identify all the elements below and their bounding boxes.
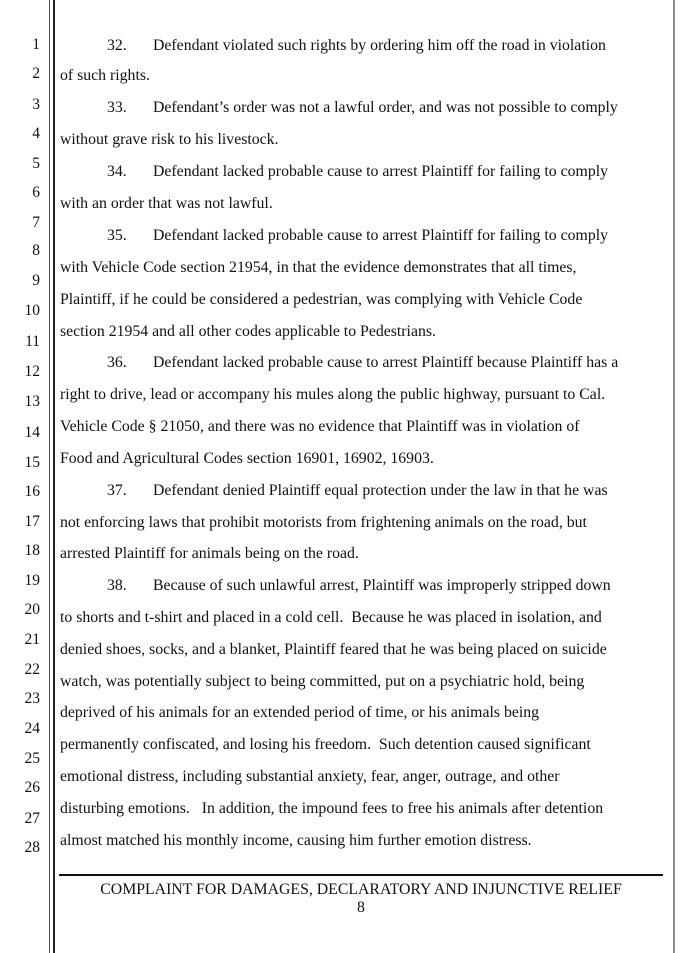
- line-number: 23: [24, 690, 40, 707]
- paragraph-number: 35.: [107, 227, 127, 244]
- line-number: 3: [32, 96, 40, 113]
- right-margin-line: [673, 0, 675, 953]
- line-number: 20: [24, 601, 40, 618]
- paragraph-text: Vehicle Code § 21050, and there was no evidence that Plaintiff was in violation of: [60, 418, 580, 435]
- paragraph-line: [60, 767, 560, 787]
- paragraph-text: deprived of his animals for an extended period of time, or his animals being: [60, 704, 540, 721]
- line-number: 6: [32, 184, 40, 201]
- paragraph-text: Because of such unlawful arrest, Plaintiff was improperly stripped down: [153, 577, 611, 594]
- paragraph-text: section 21954 and all other codes applicable to Pedestrians.: [60, 323, 436, 340]
- paragraph-line: [60, 703, 539, 723]
- line-number: 26: [24, 779, 40, 796]
- line-number: 17: [24, 513, 40, 530]
- line-number: 12: [24, 363, 40, 380]
- paragraph-line: [60, 130, 279, 150]
- paragraph-text: to shorts and t-shirt and placed in a cold cell. Because he was placed in isolation, and: [60, 609, 602, 626]
- paragraph-text: permanently confiscated, and losing his freedom. Such detention caused significant: [60, 736, 591, 753]
- paragraph-text: of such rights.: [60, 67, 150, 84]
- line-number: 22: [24, 661, 40, 678]
- line-number: 14: [24, 424, 40, 441]
- paragraph-first-line: [60, 576, 611, 596]
- line-number: 18: [24, 542, 40, 559]
- paragraph-number: 36.: [107, 354, 127, 371]
- paragraph-text: Plaintiff, if he could be considered a pedestrian, was complying with Vehicle Code: [60, 291, 583, 308]
- footer-title: COMPLAINT FOR DAMAGES, DECLARATORY AND INJUNCTIVE RELIEF: [100, 881, 622, 898]
- paragraph-text: without grave risk to his livestock.: [60, 131, 279, 148]
- paragraph-line: [60, 672, 584, 692]
- paragraph-number: 33.: [107, 99, 127, 116]
- paragraph-text: watch, was potentially subject to being committed, put on a psychiatric hold, being: [60, 673, 585, 690]
- line-number: 5: [32, 155, 40, 172]
- paragraph-line: [60, 417, 580, 437]
- paragraph-line: [60, 513, 587, 533]
- line-number: 13: [24, 393, 40, 410]
- paragraph-text: emotional distress, including substantial anxiety, fear, anger, outrage, and other: [60, 768, 560, 785]
- line-number: 4: [32, 125, 40, 142]
- paragraph-first-line: [60, 481, 608, 501]
- line-number: 15: [24, 454, 40, 471]
- paragraph-text: Defendant denied Plaintiff equal protection under the law in that he was: [153, 482, 608, 499]
- line-number: 25: [24, 750, 40, 767]
- paragraph-text: Defendant lacked probable cause to arrest Plaintiff for failing to comply: [153, 227, 609, 244]
- line-number: 7: [32, 214, 40, 231]
- line-number: 28: [24, 839, 40, 856]
- paragraph-text: arrested Plaintiff for animals being on the road.: [60, 545, 359, 562]
- paragraph-line: [60, 608, 602, 628]
- paragraph-line: [60, 449, 434, 469]
- left-margin-line-inner: [53, 0, 55, 953]
- left-margin-line-outer: [49, 0, 50, 953]
- line-number: 9: [32, 272, 40, 289]
- paragraph-line: [60, 735, 591, 755]
- footer-rule: [59, 874, 663, 876]
- page-number: 8: [357, 899, 365, 916]
- paragraph-text: Defendant violated such rights by ordering him off the road in violation: [153, 37, 606, 54]
- paragraph-line: [60, 831, 532, 851]
- paragraph-line: [60, 66, 150, 86]
- paragraph-text: Defendant’s order was not a lawful order, and was not possible to comply: [153, 99, 618, 116]
- paragraph-first-line: [60, 226, 608, 246]
- paragraph-text: disturbing emotions. In addition, the impound fees to free his animals after detention: [60, 800, 604, 817]
- paragraph-first-line: [60, 36, 606, 56]
- line-number: 8: [32, 242, 40, 259]
- paragraph-first-line: [60, 353, 618, 373]
- line-number: 19: [24, 572, 40, 589]
- line-number: 21: [24, 631, 40, 648]
- paragraph-text: right to drive, lead or accompany his mules along the public highway, pursuant to Cal.: [60, 386, 606, 403]
- paragraph-text: with Vehicle Code section 21954, in that the evidence demonstrates that all times,: [60, 259, 577, 276]
- paragraph-line: [60, 290, 582, 310]
- paragraph-number: 32.: [107, 37, 127, 54]
- line-number: 24: [24, 720, 40, 737]
- line-number: 11: [25, 333, 40, 350]
- paragraph-line: [60, 385, 605, 405]
- line-number: 1: [32, 36, 40, 53]
- line-number: 27: [24, 810, 40, 827]
- paragraph-text: almost matched his monthly income, causing him further emotion distress.: [60, 832, 532, 849]
- paragraph-text: Food and Agricultural Codes section 16901, 16902, 16903.: [60, 450, 434, 467]
- paragraph-line: [60, 322, 436, 342]
- paragraph-line: [60, 194, 273, 214]
- paragraph-text: denied shoes, socks, and a blanket, Plaintiff feared that he was being placed on suicide: [60, 641, 607, 658]
- paragraph-line: [60, 258, 577, 278]
- paragraph-text: not enforcing laws that prohibit motorists from frightening animals on the road, but: [60, 514, 587, 531]
- paragraph-number: 37.: [107, 482, 127, 499]
- line-number: 16: [24, 483, 40, 500]
- paragraph-text: Defendant lacked probable cause to arrest Plaintiff because Plaintiff has a: [153, 354, 619, 371]
- paragraph-text: Defendant lacked probable cause to arrest Plaintiff for failing to comply: [153, 163, 609, 180]
- paragraph-number: 38.: [107, 577, 127, 594]
- paragraph-line: [60, 799, 603, 819]
- paragraph-text: with an order that was not lawful.: [60, 195, 273, 212]
- line-number: 2: [32, 65, 40, 82]
- paragraph-line: [60, 544, 359, 564]
- paragraph-number: 34.: [107, 163, 127, 180]
- paragraph-first-line: [60, 162, 608, 182]
- paragraph-line: [60, 640, 607, 660]
- paragraph-first-line: [60, 98, 618, 118]
- line-number: 10: [24, 302, 40, 319]
